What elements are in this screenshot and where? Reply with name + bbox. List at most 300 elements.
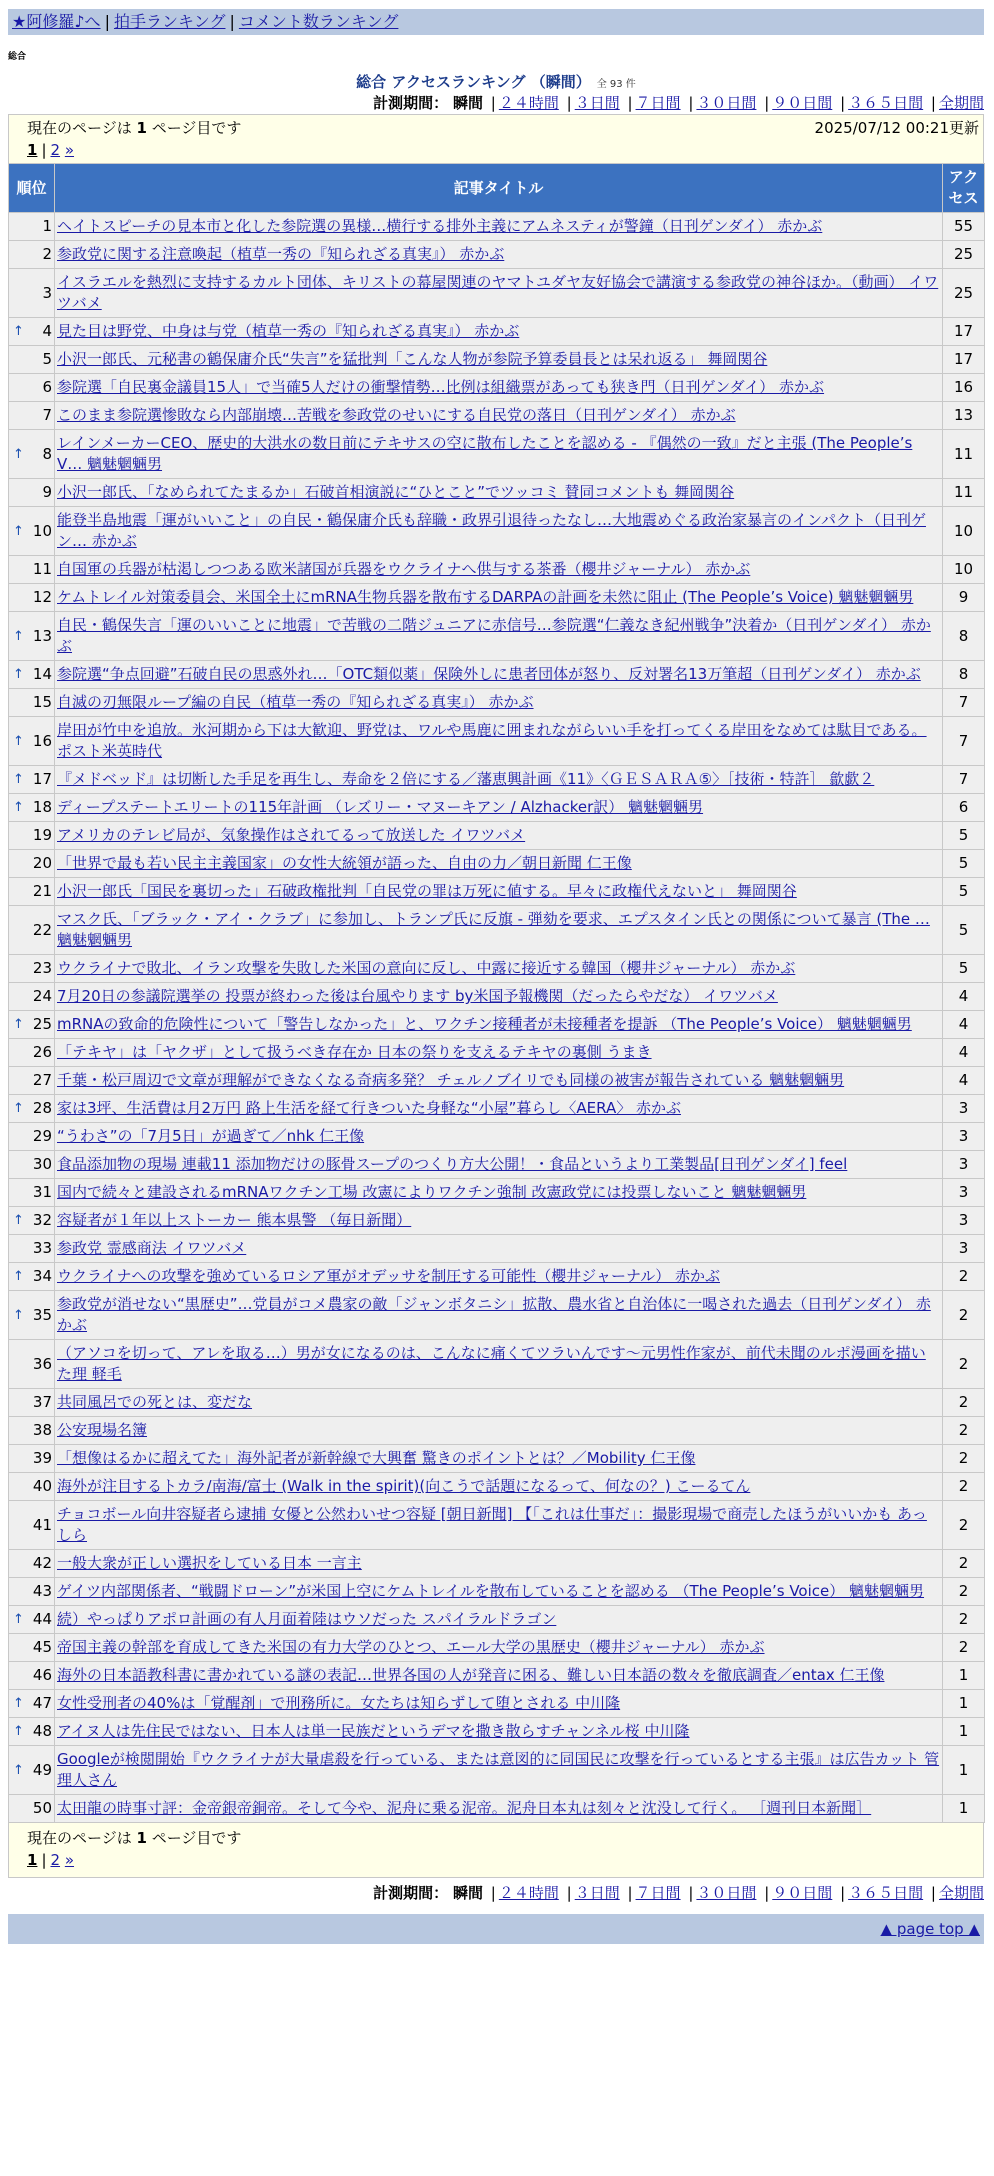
pager-current: 1	[27, 141, 38, 159]
title-cell	[55, 1606, 943, 1634]
access-count: 13	[943, 402, 985, 430]
table-row	[9, 1445, 985, 1473]
pager-page-2[interactable]: 2	[50, 1851, 61, 1869]
rank-cell	[9, 1340, 55, 1389]
table-row	[9, 1578, 985, 1606]
rank-number: 37	[32, 1393, 52, 1411]
access-count: 5	[943, 955, 985, 983]
section-label: 総合	[8, 52, 27, 62]
article-link[interactable]: ウクライナで敗北、イラン攻撃を失敗した米国の意向に反し、中露に接近する韓国（櫻井ジャーナル） 赤かぶ	[57, 959, 796, 977]
title-cell	[55, 241, 943, 269]
column-header-rank: 順位	[9, 164, 55, 213]
access-count: 2	[943, 1389, 985, 1417]
period-link-3d[interactable]: ３日間	[574, 94, 620, 112]
title-cell	[55, 1291, 943, 1340]
title-cell	[55, 213, 943, 241]
rank-cell	[9, 556, 55, 584]
article-link[interactable]: 小沢一郎氏、元秘書の鶴保庸介氏“失言”を猛批判「こんな人物が参院予算委員長とは呆れ返る」 舞岡関谷	[57, 350, 768, 368]
title-cell	[55, 612, 943, 661]
article-link[interactable]: ゲイツ内部関係者、“戦闘ドローン”が米国上空にケムトレイルを散布していることを認める （The People’s Voice） 魑魅魍魎男	[57, 1582, 925, 1600]
rank-cell	[9, 1291, 55, 1340]
rank-number: 48	[32, 1722, 52, 1740]
rank-number: 18	[32, 798, 52, 816]
article-link[interactable]: 参院選「自民裏金議員15人」で当確5人だけの衝撃情勢…比例は組織票があっても狭き門（日刊ゲンダイ） 赤かぶ	[57, 378, 825, 396]
rank-cell	[9, 850, 55, 878]
rank-number: 7	[42, 406, 52, 424]
title-cell	[55, 318, 943, 346]
rank-number: 24	[32, 987, 52, 1005]
access-count: 8	[943, 661, 985, 689]
article-link[interactable]: 国内で続々と建設されるmRNAワクチン工場 改憲によりワクチン強制 改憲政党には投票しないこと 魑魅魍魎男	[57, 1183, 807, 1201]
article-link[interactable]: アメリカのテレビ局が、気象操作はされてるって放送した イワツバメ	[57, 826, 526, 844]
article-link[interactable]: ケムトレイル対策委員会、米国全土にmRNA生物兵器を散布するDARPAの計画を未然に阻止 (The People’s Voice) 魑魅魍魎男	[57, 588, 914, 606]
access-count: 3	[943, 1151, 985, 1179]
article-link[interactable]: 女性受刑者の40%は「覚醒剤」で刑務所に。女たちは知らずして堕とされる 中川隆	[57, 1694, 621, 1712]
article-link[interactable]: チョコボール向井容疑者ら逮捕 女優と公然わいせつ容疑 [朝日新聞] 【「これは仕事だ」：撮影現場で商売したほうがいいかも あっしら	[57, 1505, 927, 1544]
updated-timestamp: 2025/07/12 00:21更新	[814, 119, 979, 137]
access-count: 2	[943, 1263, 985, 1291]
title-cell	[55, 430, 943, 479]
rank-number: 31	[32, 1183, 52, 1201]
pager-next-arrow[interactable]: »	[64, 1851, 75, 1869]
rank-number: 16	[32, 731, 52, 750]
article-link[interactable]: このまま参院選惨敗なら内部崩壊…苦戦を参政党のせいにする自民党の落日（日刊ゲンダイ） 赤かぶ	[57, 406, 736, 424]
home-link[interactable]: ★阿修羅♪へ	[12, 12, 101, 31]
access-count: 10	[943, 556, 985, 584]
table-row	[9, 822, 985, 850]
title-cell	[55, 479, 943, 507]
article-link[interactable]: 能登半島地震「運がいいこと」の自民・鶴保庸介氏も辞職・政界引退待ったなし…大地震めぐる政治家暴言のインパクト（日刊ゲン… 赤かぶ	[57, 511, 926, 550]
access-count: 2	[943, 1634, 985, 1662]
rank-number: 32	[32, 1211, 52, 1229]
rank-number: 43	[32, 1582, 52, 1600]
period-link-90d[interactable]: ９０日間	[772, 94, 833, 112]
rank-cell	[9, 241, 55, 269]
page-info-top	[8, 114, 984, 163]
article-link[interactable]: 千葉・松戸周辺で文章が理解ができなくなる奇病多発？ チェルノブイリでも同様の被害が報告されている 魑魅魍魎男	[57, 1071, 845, 1089]
period-link-24h[interactable]: ２４時間	[498, 94, 559, 112]
period-current: 瞬間	[452, 1884, 483, 1902]
rank-number: 15	[32, 693, 52, 711]
article-link[interactable]: 7月20日の参議院選挙の 投票が終わった後は台風やります by米国予報機関（だったらやだな） イワツバメ	[57, 987, 778, 1005]
article-link[interactable]: 帝国主義の幹部を育成してきた米国の有力大学のひとつ、エール大学の黒歴史（櫻井ジャーナル） 赤かぶ	[57, 1638, 765, 1656]
access-count: 7	[943, 717, 985, 766]
title-cell	[55, 983, 943, 1011]
access-count: 1	[943, 1795, 985, 1823]
period-label: 計測期間：	[373, 94, 449, 112]
period-link-7d[interactable]: ７日間	[635, 94, 681, 112]
table-row	[9, 1795, 985, 1823]
rank-up-arrow-icon: ↑	[13, 1724, 24, 1739]
article-link[interactable]: 食品添加物の現場 連載11 添加物だけの豚骨スープのつくり方大公開！・食品というより工業製品[日刊ゲンダイ] feel	[57, 1155, 848, 1173]
rank-cell	[9, 346, 55, 374]
rank-cell	[9, 213, 55, 241]
rank-number: 10	[32, 521, 52, 540]
access-count: 3	[943, 1123, 985, 1151]
access-count: 2	[943, 1445, 985, 1473]
page-info-bottom	[8, 1823, 984, 1878]
table-row	[9, 507, 985, 556]
table-row	[9, 479, 985, 507]
article-link[interactable]: マスク氏、「ブラック・アイ・クラブ」に参加し、トランプ氏に反旗 - 弾劾を要求、エプスタイン氏との関係について暴言 (The … 魑魅魍魎男	[57, 910, 930, 949]
total-count: 全 93 件	[596, 79, 636, 90]
access-count: 7	[943, 766, 985, 794]
access-count: 4	[943, 1067, 985, 1095]
access-count: 1	[943, 1662, 985, 1690]
rank-number: 19	[32, 826, 52, 844]
title-cell	[55, 766, 943, 794]
title-cell	[55, 1235, 943, 1263]
period-link-30d[interactable]: ３０日間	[696, 94, 757, 112]
table-row	[9, 1235, 985, 1263]
rank-number: 20	[32, 854, 52, 872]
rank-number: 12	[32, 588, 52, 606]
article-link[interactable]: 小沢一郎氏「国民を裏切った」石破政権批判「自民党の罪は万死に値する。早々に政権代えないと」 舞岡関谷	[57, 882, 797, 900]
table-row	[9, 402, 985, 430]
period-link-30d[interactable]: ３０日間	[696, 1884, 757, 1902]
rank-number: 25	[32, 1015, 52, 1033]
period-link-all[interactable]: 全期間	[938, 1884, 984, 1902]
rank-cell	[9, 1746, 55, 1795]
access-count: 4	[943, 983, 985, 1011]
article-link[interactable]: 見た目は野党、中身は与党（植草一秀の『知られざる真実』） 赤かぶ	[57, 322, 520, 340]
article-link[interactable]: ディープステートエリートの115年計画 （レズリー・マヌーキアン / Alzhacker訳） 魑魅魍魎男	[57, 798, 704, 816]
article-link[interactable]: 参政党 霊感商法 イワツバメ	[57, 1239, 247, 1257]
rank-number: 33	[32, 1239, 52, 1257]
page-indicator-bottom: 現在のページは 1 ページ目です	[27, 1829, 242, 1847]
rank-cell	[9, 717, 55, 766]
title-cell	[55, 850, 943, 878]
table-row	[9, 983, 985, 1011]
article-link[interactable]: 自国軍の兵器が枯渇しつつある欧米諸国が兵器をウクライナへ供与する茶番（櫻井ジャーナル） 赤かぶ	[57, 560, 751, 578]
rank-cell	[9, 906, 55, 955]
rank-number: 17	[32, 770, 52, 788]
access-count: 3	[943, 1207, 985, 1235]
rank-cell	[9, 507, 55, 556]
period-link-7d[interactable]: ７日間	[635, 1884, 681, 1902]
article-link[interactable]: 自滅の刃無限ループ編の自民（植草一秀の『知られざる真実』） 赤かぶ	[57, 693, 534, 711]
title-cell	[55, 1578, 943, 1606]
access-count: 2	[943, 1417, 985, 1445]
rank-up-arrow-icon: ↑	[13, 800, 24, 815]
pager-page-2[interactable]: 2	[50, 141, 61, 159]
title-cell	[55, 1207, 943, 1235]
rank-cell	[9, 374, 55, 402]
title-cell	[55, 1746, 943, 1795]
access-count: 1	[943, 1718, 985, 1746]
rank-cell	[9, 1718, 55, 1746]
rank-cell	[9, 318, 55, 346]
table-row	[9, 1473, 985, 1501]
article-link[interactable]: ウクライナへの攻撃を強めているロシア軍がオデッサを制圧する可能性（櫻井ジャーナル） 赤かぶ	[57, 1267, 720, 1285]
access-count: 5	[943, 878, 985, 906]
rank-cell	[9, 1207, 55, 1235]
article-link[interactable]: （アソコを切って、アレを取る…）男が女になるのは、こんなに痛くてツラいんです〜元男性作家が、前代未聞のルポ漫画を描いた理 軽毛	[57, 1344, 926, 1383]
access-count: 3	[943, 1179, 985, 1207]
rank-up-arrow-icon: ↑	[13, 1269, 24, 1284]
rank-cell	[9, 1067, 55, 1095]
rank-cell	[9, 878, 55, 906]
article-link[interactable]: 続）やっぱりアポロ計画の有人月面着陸はウソだった スパイラルドラゴン	[57, 1610, 557, 1628]
rank-number: 30	[32, 1155, 52, 1173]
comment-ranking-link[interactable]: コメント数ランキング	[238, 12, 399, 31]
table-row	[9, 1389, 985, 1417]
table-row	[9, 374, 985, 402]
rank-cell	[9, 983, 55, 1011]
clap-ranking-link[interactable]: 拍手ランキング	[113, 12, 226, 31]
table-row	[9, 1207, 985, 1235]
title-cell	[55, 1690, 943, 1718]
title-cell	[55, 1662, 943, 1690]
access-count: 2	[943, 1473, 985, 1501]
nav-separator: |	[104, 12, 110, 31]
table-row	[9, 1606, 985, 1634]
access-count: 11	[943, 430, 985, 479]
rank-cell	[9, 1123, 55, 1151]
article-link[interactable]: 容疑者が１年以上ストーカー 熊本県警 （毎日新聞）	[57, 1211, 412, 1229]
rank-cell	[9, 1501, 55, 1550]
period-link-90d[interactable]: ９０日間	[772, 1884, 833, 1902]
access-count: 9	[943, 584, 985, 612]
access-count: 10	[943, 507, 985, 556]
rank-cell	[9, 1011, 55, 1039]
period-selector: 計測期間： 瞬間 | ２４時間 | ３日間 | ７日間 | ３０日間 | ９０日間 | ３６５日間 | 全期間	[373, 94, 984, 112]
rank-number: 45	[32, 1638, 52, 1656]
rank-number: 39	[32, 1449, 52, 1467]
access-count: 7	[943, 689, 985, 717]
article-link[interactable]: 参院選“争点回避”石破自民の思惑外れ…「OTC類似薬」保険外しに患者団体が怒り、反対署名13万筆超（日刊ゲンダイ） 赤かぶ	[57, 665, 921, 683]
article-link[interactable]: 岸田が竹中を追放。氷河期から下は大歓迎、野党は、ワルや馬鹿に囲まれながらいい手を打ってくる岸田をなめては駄目である。 ポスト米英時代	[57, 721, 927, 760]
rank-cell	[9, 955, 55, 983]
title-cell	[55, 1718, 943, 1746]
title-cell	[55, 1550, 943, 1578]
article-link[interactable]: ヘイトスピーチの見本市と化した参院選の異様…横行する排外主義にアムネスティが警鐘（日刊ゲンダイ） 赤かぶ	[57, 217, 823, 235]
rank-number: 2	[42, 245, 52, 263]
access-count: 8	[943, 612, 985, 661]
table-row	[9, 269, 985, 318]
access-count: 17	[943, 318, 985, 346]
rank-number: 11	[32, 560, 52, 578]
article-link[interactable]: 「テキヤ」は「ヤクザ」として扱うべき存在か 日本の祭りを支えるテキヤの裏側 うまき	[57, 1043, 652, 1061]
rank-number: 36	[32, 1354, 52, 1373]
article-link[interactable]: 参政党が消せない“黒歴史”…党員がコメ農家の敵「ジャンボタニシ」拡散、農水省と自治体に一喝された過去（日刊ゲンダイ） 赤かぶ	[57, 1295, 931, 1334]
rank-up-arrow-icon: ↑	[13, 1017, 24, 1032]
rank-number: 3	[42, 283, 52, 302]
page-top-link[interactable]: ▲ page top ▲	[880, 1920, 980, 1938]
article-link[interactable]: 「世界で最も若い民主主義国家」の女性大統領が語った、自由の力／朝日新聞 仁王像	[57, 854, 632, 872]
article-link[interactable]: アイヌ人は先住民ではない、日本人は単一民族だというデマを撒き散らすチャンネル桜 中川隆	[57, 1722, 690, 1740]
title-cell	[55, 1263, 943, 1291]
table-row	[9, 556, 985, 584]
rank-cell	[9, 1095, 55, 1123]
rank-number: 22	[32, 920, 52, 939]
table-row	[9, 1151, 985, 1179]
rank-up-arrow-icon: ↑	[13, 446, 24, 462]
footer-bar	[8, 1914, 984, 1944]
article-link[interactable]: 『メドベッド』は切断した手足を再生し、寿命を２倍にする／藩恵興計画《11》〈ＧＥＳＡＲＡ⑤〉［技術・特許］ 歙歔２	[57, 770, 875, 788]
rank-number: 14	[32, 665, 52, 683]
title-cell	[55, 906, 943, 955]
article-link[interactable]: Googleが検閲開始『ウクライナが大量虐殺を行っている、または意図的に同国民に攻撃を行っているとする主張』は広告カット 管理人さん	[57, 1750, 940, 1789]
article-link[interactable]: 小沢一郎氏、「なめられてたまるか」石破首相演説に“ひとこと”でツッコミ 賛同コメントも 舞岡関谷	[57, 483, 735, 501]
rank-number: 23	[32, 959, 52, 977]
title-cell	[55, 1634, 943, 1662]
table-row	[9, 1718, 985, 1746]
table-row	[9, 1179, 985, 1207]
rank-cell	[9, 1039, 55, 1067]
period-link-24h[interactable]: ２４時間	[498, 1884, 559, 1902]
table-row	[9, 346, 985, 374]
table-row	[9, 1501, 985, 1550]
title-cell	[55, 556, 943, 584]
access-count: 11	[943, 479, 985, 507]
rank-cell	[9, 1235, 55, 1263]
article-link[interactable]: 参政党に関する注意喚起（植草一秀の『知られざる真実』） 赤かぶ	[57, 245, 505, 263]
rank-number: 29	[32, 1127, 52, 1145]
rank-cell	[9, 1417, 55, 1445]
rank-cell	[9, 1662, 55, 1690]
rank-up-arrow-icon: ↑	[13, 324, 24, 339]
article-link[interactable]: 「想像はるかに超えてた」海外記者が新幹線で大興奮 驚きのポイントとは？／Mobility 仁王像	[57, 1449, 696, 1467]
article-link[interactable]: 太田龍の時事寸評：金帝銀帝銅帝。そして今や、泥舟に乗る泥帝。泥舟日本丸は刻々と沈没して行く。 ［週刊日本新聞］	[57, 1799, 872, 1817]
article-link[interactable]: 海外が注目するトカラ/南海/富士 (Walk in the spirit)(向こうで話題になるって、何なの？) こーるてん	[57, 1477, 751, 1495]
title-cell	[55, 1123, 943, 1151]
pager-next-arrow[interactable]: »	[64, 141, 75, 159]
column-header-count: アクセス	[943, 164, 985, 213]
article-link[interactable]: 家は3坪、生活費は月2万円 路上生活を経て行きついた身軽な“小屋”暮らし〈AERA〉 赤かぶ	[57, 1099, 681, 1117]
article-link[interactable]: レインメーカーCEO、歴史的大洪水の数日前にテキサスの空に散布したことを認める - 『偶然の一致』だと主張 (The People’s V… 魑魅魍魎男	[57, 434, 913, 473]
access-count: 2	[943, 1291, 985, 1340]
pager-current: 1	[27, 1851, 38, 1869]
table-row	[9, 1690, 985, 1718]
pager-bottom: 1 | 2 »	[27, 1851, 75, 1869]
table-row	[9, 1263, 985, 1291]
table-row	[9, 318, 985, 346]
title-cell	[55, 1067, 943, 1095]
rank-up-arrow-icon: ↑	[13, 628, 24, 644]
title-cell	[55, 794, 943, 822]
title-cell	[55, 661, 943, 689]
access-count: 4	[943, 1011, 985, 1039]
table-row	[9, 794, 985, 822]
access-count: 2	[943, 1501, 985, 1550]
table-row	[9, 1011, 985, 1039]
table-row	[9, 1039, 985, 1067]
table-row	[9, 430, 985, 479]
rank-cell	[9, 584, 55, 612]
rank-number: 4	[42, 322, 52, 340]
rank-number: 40	[32, 1477, 52, 1495]
table-row	[9, 766, 985, 794]
table-row	[9, 1662, 985, 1690]
rank-cell	[9, 612, 55, 661]
rank-number: 49	[32, 1760, 52, 1779]
title-cell	[55, 689, 943, 717]
period-link-365d[interactable]: ３６５日間	[848, 94, 924, 112]
rank-up-arrow-icon: ↑	[13, 1307, 24, 1323]
title-cell	[55, 717, 943, 766]
ranking-title: 総合 アクセスランキング （瞬間）	[356, 73, 591, 91]
title-cell	[55, 1011, 943, 1039]
title-cell	[55, 1340, 943, 1389]
article-link[interactable]: イスラエルを熱烈に支持するカルト団体、キリストの幕屋関連のヤマトユダヤ友好協会で講演する参政党の神谷ほか。（動画） イワツバメ	[57, 273, 939, 312]
article-link[interactable]: 公安現場名簿	[57, 1421, 148, 1439]
rank-cell	[9, 794, 55, 822]
access-count: 2	[943, 1606, 985, 1634]
table-row	[9, 906, 985, 955]
title-cell	[55, 402, 943, 430]
table-row	[9, 1067, 985, 1095]
top-nav-bar	[8, 9, 984, 35]
title-cell	[55, 1473, 943, 1501]
access-count: 1	[943, 1690, 985, 1718]
table-row	[9, 1291, 985, 1340]
rank-cell	[9, 1578, 55, 1606]
rank-cell	[9, 1795, 55, 1823]
table-row	[9, 1550, 985, 1578]
title-cell	[55, 1445, 943, 1473]
access-count: 4	[943, 1039, 985, 1067]
rank-up-arrow-icon: ↑	[13, 772, 24, 787]
rank-up-arrow-icon: ↑	[13, 733, 24, 749]
table-row	[9, 955, 985, 983]
article-link[interactable]: 海外の日本語教科書に書かれている謎の表記…世界各国の人が発音に困る、難しい日本語の数々を徹底調査／entax 仁王像	[57, 1666, 885, 1684]
table-row	[9, 1634, 985, 1662]
rank-number: 26	[32, 1043, 52, 1061]
rank-number: 27	[32, 1071, 52, 1089]
rank-number: 50	[32, 1799, 52, 1817]
rank-cell	[9, 479, 55, 507]
rank-number: 5	[42, 350, 52, 368]
ranking-table	[8, 163, 985, 1823]
access-count: 5	[943, 822, 985, 850]
rank-up-arrow-icon: ↑	[13, 1696, 24, 1711]
rank-up-arrow-icon: ↑	[13, 1101, 24, 1116]
article-link[interactable]: mRNAの致命的危険性について「警告しなかった」と、ワクチン接種者が未接種者を提訴 （The People’s Voice） 魑魅魍魎男	[57, 1015, 912, 1033]
table-row	[9, 612, 985, 661]
rank-cell	[9, 661, 55, 689]
title-cell	[55, 1095, 943, 1123]
access-count: 2	[943, 1550, 985, 1578]
nav-separator: |	[229, 12, 235, 31]
rank-cell	[9, 766, 55, 794]
article-link[interactable]: 共同風呂での死とは、変だな	[57, 1393, 253, 1411]
rank-cell	[9, 1179, 55, 1207]
rank-number: 44	[32, 1610, 52, 1628]
title-cell	[55, 507, 943, 556]
table-row	[9, 689, 985, 717]
period-link-365d[interactable]: ３６５日間	[848, 1884, 924, 1902]
rank-number: 47	[32, 1694, 52, 1712]
article-link[interactable]: 一般大衆が正しい選択をしている日本 一言主	[57, 1554, 362, 1572]
table-row	[9, 1340, 985, 1389]
rank-number: 13	[32, 626, 52, 645]
rank-cell	[9, 1151, 55, 1179]
pager-top: 1 | 2 »	[27, 141, 75, 159]
title-cell	[55, 1179, 943, 1207]
rank-number: 46	[32, 1666, 52, 1684]
article-link[interactable]: “うわさ”の「7月5日」が過ぎて／nhk 仁王像	[57, 1127, 365, 1145]
table-row	[9, 213, 985, 241]
access-count: 2	[943, 1578, 985, 1606]
period-link-all[interactable]: 全期間	[938, 94, 984, 112]
article-link[interactable]: 自民・鶴保失言「運のいいことに地震」で苦戦の二階ジュニアに赤信号…参院選“仁義なき紀州戦争”決着か（日刊ゲンダイ） 赤かぶ	[57, 616, 931, 655]
rank-number: 1	[42, 217, 52, 235]
rank-number: 28	[32, 1099, 52, 1117]
table-row	[9, 717, 985, 766]
period-link-3d[interactable]: ３日間	[574, 1884, 620, 1902]
rank-up-arrow-icon: ↑	[13, 1612, 24, 1627]
